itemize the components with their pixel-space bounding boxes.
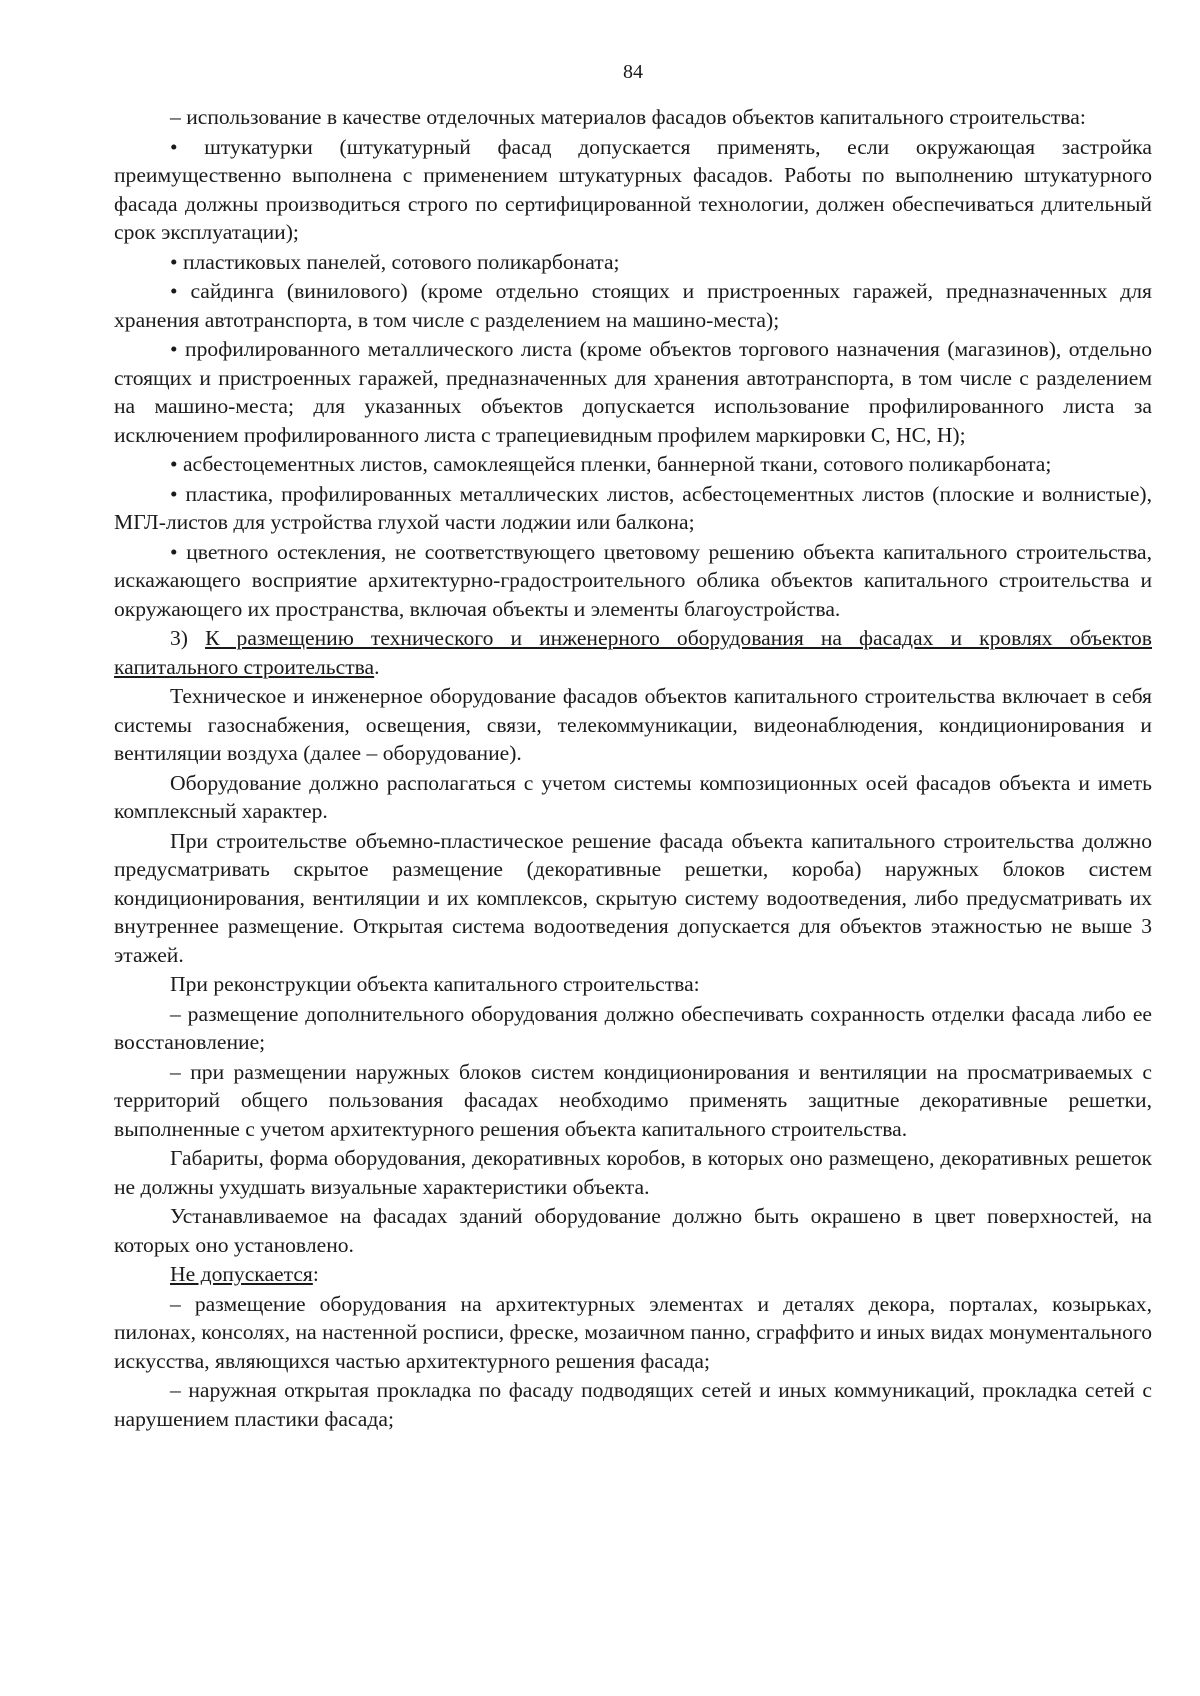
paragraph-equipment-axes: Оборудование должно располагаться с учетом системы композиционных осей фасадов объекта и иметь комплексный характер.	[114, 770, 1152, 823]
list-item-plastic-mgl: • пластика, профилированных металлических листов, асбестоцементных листов (плоские и волнистые), МГЛ-листов для устройства глухой части лоджии или балкона;	[114, 481, 1152, 534]
list-item-open-wiring: – наружная открытая прокладка по фасаду подводящих сетей и иных коммуникаций, прокладка сетей с нарушением пластики фасада;	[114, 1378, 1152, 1431]
list-item-protective-grilles: – при размещении наружных блоков систем кондиционирования и вентиляции на просматриваемых с территорий общего пользования фасадах необходимо применять защитные декоративные решетки, выполненные с учетом архитектурного решения объекта капитального строительства.	[114, 1059, 1152, 1141]
heading-not-allowed-suffix: :	[312, 1262, 319, 1286]
list-item-plastic-panels: • пластиковых панелей, сотового поликарбоната;	[170, 249, 620, 274]
paragraph-dimensions: Габариты, форма оборудования, декоративных коробов, в которых оно размещено, декоративных решеток не должны ухудшать визуальные характеристики объекта.	[114, 1146, 1152, 1199]
paragraph-finishing-materials-intro: – использование в качестве отделочных материалов фасадов объектов капитального строительства:	[170, 105, 1086, 129]
list-item-colored-glazing: • цветного остекления, не соответствующего цветовому решению объекта капитального строительства, искажающего восприятие архитектурно-градостроительного облика объектов капитального строительства и окружающего их пространства, включая объекты и элементы благоустройства.	[114, 539, 1152, 621]
paragraph-coloring: Устанавливаемое на фасадах зданий оборудование должно быть окрашено в цвет поверхностей, на которых оно установлено.	[114, 1204, 1152, 1257]
page-number: 84	[623, 61, 643, 83]
list-item-additional-equipment: – размещение дополнительного оборудования должно обеспечивать сохранность отделки фасада либо ее восстановление;	[114, 1001, 1152, 1054]
section-heading-equipment	[114, 624, 1152, 681]
section-heading-title: К размещению технического и инженерного оборудования на фасадах и кровлях объектов капитального строительства	[114, 626, 1152, 679]
list-item-plaster: • штукатурки (штукатурный фасад допускается применять, если окружающая застройка преимущественно выполнена с применением штукатурных фасадов. Работы по выполнению штукатурного фасада должны производиться строго по сертифицированной технологии, должен обеспечиваться длительный срок эксплуатации);	[114, 134, 1152, 244]
section-heading-suffix: .	[374, 654, 380, 679]
heading-not-allowed	[114, 1260, 1152, 1289]
list-item-asbestos-sheets: • асбестоцементных листов, самоклеящейся пленки, баннерной ткани, сотового поликарбоната;	[170, 452, 1052, 476]
list-item-profiled-sheet: • профилированного металлического листа (кроме объектов торгового назначения (магазинов), отдельно стоящих и пристроенных гаражей, предназначенных для хранения автотранспорта, в том числе с разделением на машино-места; для указанных объектов допускается использование профилированного листа за исключением профилированного листа с трапециевидным профилем маркировки С, НС, Н);	[114, 337, 1152, 447]
list-item-siding: • сайдинга (винилового) (кроме отдельно стоящих и пристроенных гаражей, предназначенных для хранения автотранспорта, в том числе с разделением на машино-места);	[114, 279, 1152, 332]
paragraph-construction-hidden-placement: При строительстве объемно-пластическое решение фасада объекта капитального строительства должно предусматривать скрытое размещение (декоративные решетки, короба) наружных блоков систем кондиционирования, вентиляции и их комплексов, скрытую систему водоотведения, либо предусматривать их внутреннее размещение. Открытая система водоотведения допускается для объектов этажностью не выше 3 этажей.	[114, 828, 1152, 967]
paragraph-reconstruction-intro: При реконструкции объекта капитального строительства:	[170, 972, 700, 996]
list-item-decor-placement: – размещение оборудования на архитектурных элементах и деталях декора, порталах, козырьках, пилонах, консолях, на настенной росписи, фреске, мозаичном панно, сграффито и иных видах монументального искусства, являющихся частью архитектурного решения фасада;	[114, 1291, 1152, 1373]
heading-not-allowed-title: Не допускается	[170, 1262, 313, 1286]
section-heading-prefix: 3)	[170, 626, 206, 650]
paragraph-equipment-definition: Техническое и инженерное оборудование фасадов объектов капитального строительства включает в себя системы газоснабжения, освещения, связи, телекоммуникации, видеонаблюдения, кондиционирования и вентиляции воздуха (далее – оборудование).	[114, 684, 1152, 765]
